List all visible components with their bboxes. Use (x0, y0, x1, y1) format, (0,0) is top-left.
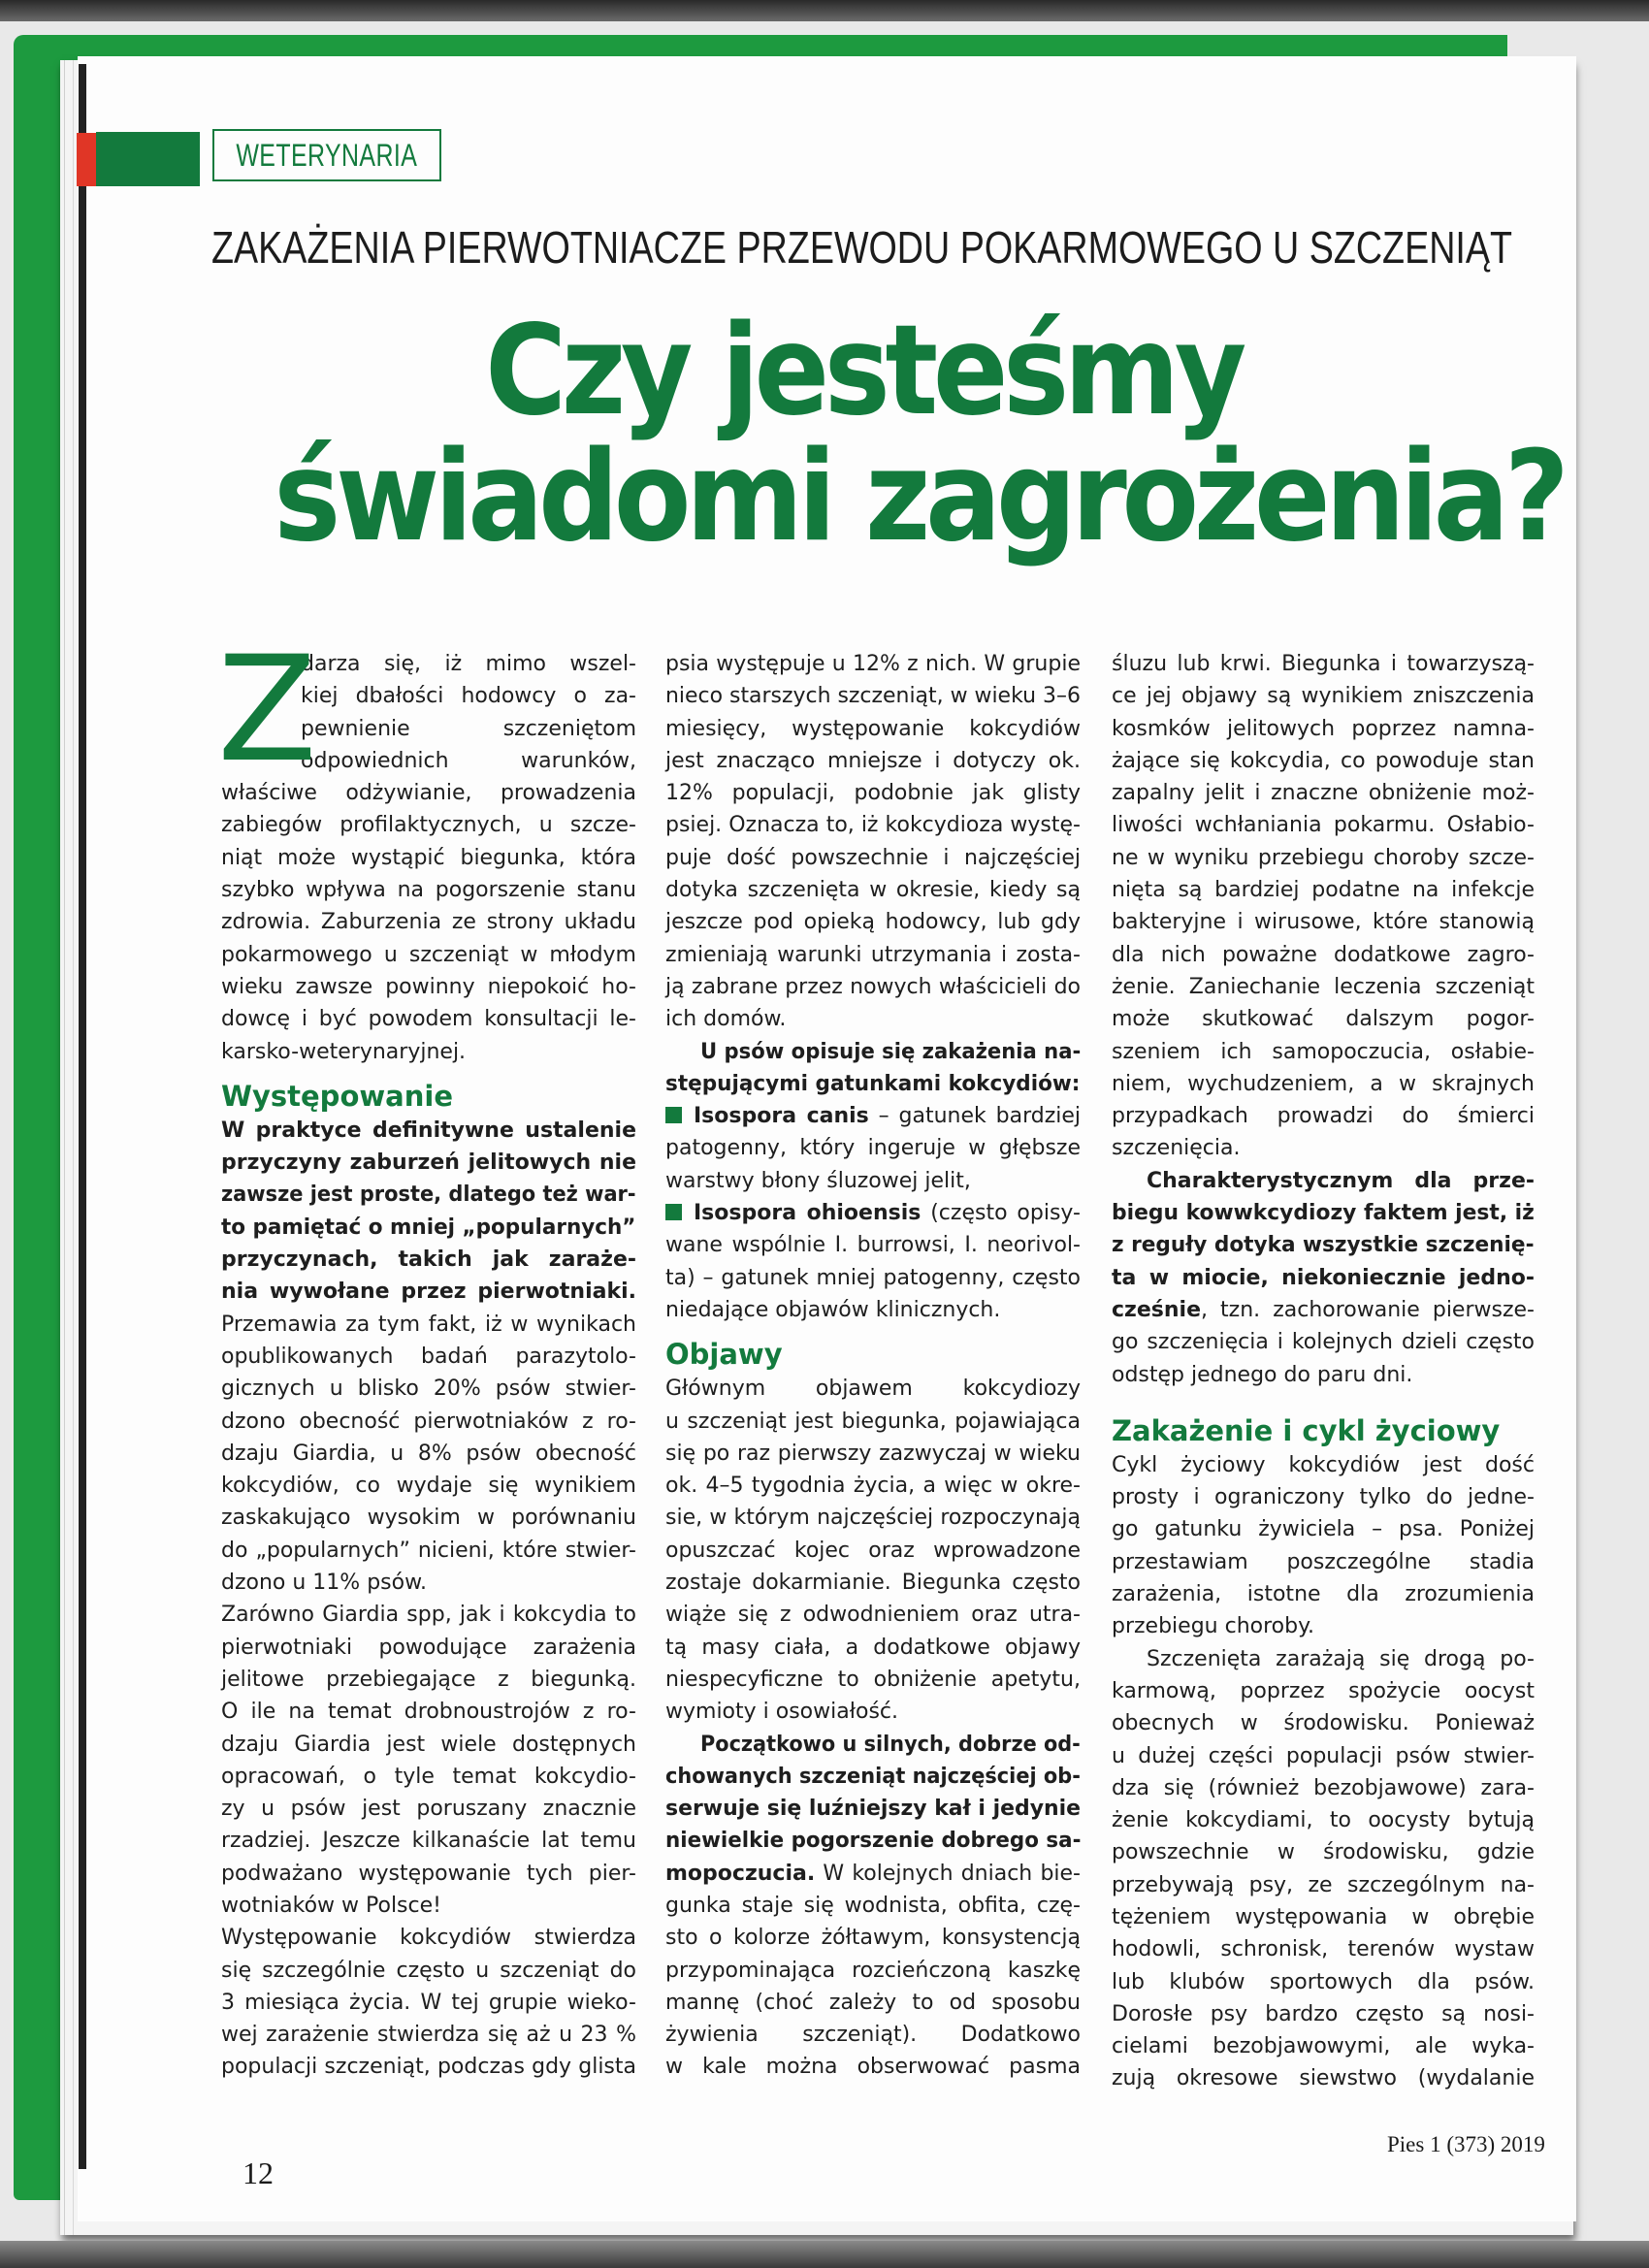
text-line: nia wywołane przez pierwotniaki. (221, 1280, 636, 1305)
text-line: darza się, iż mimo wszel- (301, 652, 636, 676)
text-line: przypadkach prowadzi do śmierci (1112, 1104, 1535, 1129)
text-line: wymioty i osowiałość. (665, 1700, 898, 1725)
text-line: odpowiednich warunków, (301, 748, 636, 773)
text-line: nięta są bardziej podatne na infekcje (1112, 878, 1535, 903)
body-text (665, 648, 1081, 1036)
text-line (1112, 1197, 1535, 1229)
red-marker (77, 133, 96, 186)
text-line: dla nich poważne dodatkowe zagro- (1112, 942, 1535, 967)
issue-info: Pies 1 (373) 2019 (1387, 2132, 1545, 2156)
text-line: go gatunku żywiciela – psa. Poniżej (1112, 1517, 1535, 1542)
text-line: pokarmowego u szczeniąt w młodym (221, 942, 636, 967)
text-line: Szczenięta zarażają się drogą po- (1147, 1646, 1535, 1671)
text-line: wane wspólnie I. burrowsi, I. neorivol- (665, 1233, 1081, 1258)
text-line: karsko-weterynaryjnej. (221, 1039, 467, 1064)
text-run: chowanych szczeniąt najczęściej ob- (665, 1764, 1081, 1789)
text-line: zaskakująco wysokim w porównaniu (221, 1506, 636, 1531)
section-tag-label: WETERYNARIA (236, 137, 418, 173)
bold-run: mopoczucia. (665, 1861, 816, 1886)
text-line: lub klubów sportowych dla psów. (1112, 1969, 1535, 1994)
text-line: żenie kokcydiami, to oocysty bytują (1112, 1808, 1535, 1833)
text-line: się po raz pierwszy zazwyczaj w wieku (665, 1441, 1081, 1466)
section-heading-wystepowanie: Występowanie (221, 1079, 453, 1113)
text-line: opublikowanych badań parazytolo- (221, 1344, 636, 1369)
text-line: W praktyce definitywne ustalenie (221, 1118, 636, 1143)
square-bullet-icon (665, 1204, 682, 1220)
text-line: opracowań, o tyle temat kokcydio- (221, 1764, 636, 1789)
text-line: zapalny jelit i znaczne obniżenie moż- (1112, 781, 1535, 806)
text-line: zdrowia. Zaburzenia ze strony układu (221, 910, 636, 935)
text-line (665, 1068, 1081, 1100)
text-line: w kale można obserwować pasma (665, 2055, 1081, 2080)
species-intro (665, 1036, 1081, 1101)
text-line: może skutkować dalszym pogor- (1112, 1007, 1535, 1032)
text-line: szczenięcia. (1112, 1136, 1241, 1161)
headline (213, 299, 1565, 569)
text-line: szeniem ich samopoczucia, osłabie- (1112, 1039, 1535, 1064)
text-line: powszechnie w środowisku, gdzie (1112, 1840, 1535, 1865)
species-item (665, 1100, 1081, 1197)
text-line (665, 1197, 1081, 1229)
kicker: ZAKAŻENIA PIERWOTNIACZE PRZEWODU POKARMOWEGO U SZCZENIĄT (211, 222, 1513, 273)
column-2 (665, 648, 1081, 2084)
text-line: kokcydiów, co wydaje się wynikiem (221, 1474, 636, 1499)
text-line: hodowli, schronisk, terenów wystaw (1112, 1937, 1535, 1962)
text-line: odstęp jednego do paru dni. (1112, 1362, 1413, 1387)
text-line (665, 1825, 1081, 1857)
text-line: dotyka szczenięta w okresie, kiedy są (665, 878, 1081, 903)
text-line: ok. 4–5 tygodnia życia, a więc w okre- (665, 1474, 1081, 1499)
text-run: z reguły dotyka wszystkie szczenię- (1112, 1233, 1535, 1258)
body-text (221, 1309, 636, 2084)
text-line: kosmków jelitowych poprzez namna- (1112, 716, 1535, 741)
text-line: ce jej objawy są wynikiem zniszczenia (1112, 684, 1535, 709)
text-line (665, 1729, 1081, 1761)
text-line: pewnienie szczeniętom (301, 716, 636, 741)
text-line: dzaju Giardia, u 8% psów obecność (221, 1441, 636, 1466)
bold-lead (221, 1115, 636, 1309)
text-line: kiej dbałości hodowcy o za- (301, 684, 636, 709)
text-run: niewielkie pogorszenie dobrego sa- (665, 1829, 1082, 1854)
bold-paragraph (1112, 1165, 1535, 1391)
text-line: sto o kolorze żółtawym, konsystencją (665, 1926, 1081, 1951)
text-line: pierwotniaki powodujące zarażenia (221, 1635, 636, 1660)
text-line: żywienia szczeniąt). Dodatkowo (665, 2023, 1081, 2048)
text-run: U psów opisuje się zakażenia na- (700, 1039, 1082, 1064)
text-line (665, 1761, 1081, 1793)
text-line: do „popularnych” nicieni, które stwier- (221, 1538, 636, 1563)
text-line: tą masy ciała, a dodatkowe objawy (665, 1635, 1081, 1660)
species-name: Isospora canis (694, 1104, 869, 1129)
text-run: biegu kowwkcydiozy faktem jest, iż (1112, 1201, 1535, 1226)
species-name: Isospora ohioensis (694, 1201, 922, 1226)
symptoms-text (665, 1373, 1081, 1728)
text-line: jeszcze pod opieką hodowcy, lub gdy (665, 910, 1081, 935)
text-line (665, 1036, 1081, 1068)
text-line: dzono u 11% psów. (221, 1571, 428, 1596)
text-line: przebiegu choroby. (1112, 1614, 1314, 1639)
text-line: przypominająca rozcieńczoną kaszkę (665, 1958, 1081, 1983)
text-line: zarażenia, istotne dla zrozumienia (1112, 1582, 1535, 1607)
text-line: niąt może wystąpić biegunka, która (221, 845, 636, 870)
text-line: przestawiam poszczególne stadia (1112, 1549, 1535, 1574)
section-tag (212, 129, 441, 181)
headline-line-1: Czy jesteśmy (485, 299, 1242, 443)
scanner-bottom-edge (0, 2241, 1649, 2268)
text-line: wotniaków w Polsce! (221, 1893, 441, 1918)
text-line: wej zarażenie stwierdza się aż u 23 % (221, 2023, 636, 2048)
text-line: niem, wychudzeniem, a w skrajnych (1112, 1071, 1535, 1096)
species-item (665, 1197, 1081, 1326)
section-heading-objawy: Objawy (665, 1338, 783, 1372)
text-line: ją zabrane przez nowych właścicieli do (665, 974, 1081, 999)
text-line: szybko wpływa na pogorszenie stanu (221, 878, 636, 903)
text-line: przyczynach, takich jak zaraże- (221, 1247, 636, 1273)
column-3 (1112, 648, 1535, 2095)
text-line: zabiegów profilaktycznych, u szcze- (221, 813, 636, 838)
text-line: się szczególnie często u szczeniąt do (221, 1958, 636, 1983)
text-line: dowcę i być powodem konsultacji le- (221, 1007, 636, 1032)
species-desc: (często opisy- (921, 1201, 1081, 1226)
text-line (221, 1212, 636, 1244)
text-line: rzadziej. Jeszcze kilkanaście lat temu (221, 1829, 636, 1854)
bold-run: cześnie (1112, 1297, 1201, 1322)
text-line: mannę (choć zależy to od sposobu (665, 1990, 1081, 2015)
text-line: Przemawia za tym fakt, iż w wynikach (221, 1312, 636, 1337)
column-1 (217, 626, 636, 2084)
text-line: Głównym objawem kokcydiozy (665, 1377, 1081, 1402)
text-line: zy u psów jest poruszany znacznie (221, 1797, 636, 1822)
text-line: właściwe odżywianie, prowadzenia (221, 781, 636, 806)
text-line: podważano występowanie tych pier- (221, 1861, 636, 1886)
regular-run: W kolejnych dniach bie- (815, 1861, 1081, 1886)
drop-cap: Z (217, 626, 317, 794)
text-line: zostaje dokarmianie. Biegunka często (665, 1571, 1081, 1596)
text-run: Początkowo u silnych, dobrze od- (700, 1732, 1081, 1757)
text-line: gicznych u blisko 20% psów stwier- (221, 1377, 636, 1402)
text-line: karmową, poprzez spożycie oocyst (1112, 1678, 1535, 1703)
text-line: wiąże się z odwodnieniem oraz utra- (665, 1603, 1081, 1628)
text-line: żające się kokcydia, co powoduje stan (1112, 748, 1535, 773)
text-line: przyczyny zaburzeń jelitowych nie (221, 1150, 636, 1176)
text-run: nieco starszych szczeniąt, w wieku 3–6 (665, 684, 1081, 709)
text-line: O ile na temat drobnoustrojów z ro- (221, 1700, 636, 1725)
text-line: Występowanie kokcydiów stwierdza (221, 1926, 636, 1951)
infection-text (1112, 1643, 1535, 2095)
text-line: ta w miocie, niekoniecznie jedno- (1112, 1265, 1535, 1290)
text-line: niedające objawów klinicznych. (665, 1297, 1001, 1322)
text-line: u szczeniąt jest biegunka, pojawiająca (665, 1409, 1081, 1434)
text-line: zmieniają warunki utrzymania i zosta- (665, 942, 1081, 967)
text-line: 12% populacji, podobnie jak glisty (665, 781, 1081, 806)
species-desc: – gatunek bardziej (868, 1104, 1082, 1129)
text-line: tężeniem występowania w obrębie (1112, 1904, 1535, 1929)
text-line: jest znacząco mniejsze i dotyczy ok. (665, 748, 1081, 773)
text-line: bakteryjne i wirusowe, które stanowią (1112, 910, 1535, 935)
text-line: śluzu lub krwi. Biegunka i towarzyszą- (1112, 652, 1535, 676)
text-line: gunka staje się wodnista, obfita, czę- (665, 1893, 1081, 1918)
text-line: opuszczać kojec oraz wprowadzone (665, 1538, 1081, 1563)
text-line: go szczenięcia i kolejnych dzieli często (1112, 1330, 1535, 1355)
section-tag-bar (96, 132, 200, 186)
text-line: warstwy błony śluzowej jelit, (665, 1168, 971, 1193)
spine-line (79, 64, 86, 2169)
bold-paragraph (665, 1729, 1081, 2084)
text-line: sie, w którym najczęściej rozpoczynają (665, 1506, 1081, 1531)
text-line (665, 1100, 1081, 1132)
text-line: prosty i ograniczony tylko do jedne- (1112, 1485, 1535, 1510)
text-line (665, 680, 1081, 712)
regular-run: , tzn. zachorowanie pierwsze- (1201, 1297, 1535, 1322)
text-line: patogenny, który ingeruje w głębsze (665, 1136, 1081, 1161)
text-line: ne w wyniku przebiegu choroby szcze- (1112, 845, 1535, 870)
text-line: ich domów. (665, 1007, 787, 1032)
text-line: u dużej części populacji psów stwier- (1112, 1743, 1535, 1768)
text-line (665, 1858, 1081, 1890)
section-heading-cykl: Zakażenie i cykl życiowy (1112, 1413, 1501, 1447)
text-line (1112, 1294, 1535, 1326)
text-line: cielami bezobjawowymi, ale wyka- (1112, 2034, 1535, 2059)
headline-line-2: świadomi zagrożenia? (274, 425, 1565, 569)
text-line: dza się (również bezobjawowe) zara- (1112, 1775, 1535, 1800)
text-line: zują okresowe siewstwo (wydalanie (1112, 2066, 1535, 2091)
page-number: 12 (242, 2155, 274, 2190)
text-line: żenie. Zaniechanie leczenia szczeniąt (1112, 974, 1535, 999)
text-line: 3 miesiąca życia. W tej grupie wieko- (221, 1990, 636, 2015)
text-line: Dorosłe psy bardzo często są nosi- (1112, 2001, 1535, 2026)
text-line: psia występuje u 12% z nich. W grupie (665, 652, 1081, 676)
text-run: serwuje się luźniejszy kał i jedynie (665, 1797, 1082, 1822)
text-line: ta) – gatunek mniej patogenny, często (665, 1265, 1081, 1290)
text-line: obecnych w środowisku. Ponieważ (1112, 1711, 1535, 1736)
text-line: Zarówno Giardia spp, jak i kokcydia to (221, 1603, 636, 1628)
text-line: liwości wchłaniania pokarmu. Osłabio- (1112, 813, 1535, 838)
text-line: Charakterystycznym dla prze- (1147, 1168, 1535, 1193)
text-line: Cykl życiowy kokcydiów jest dość (1112, 1452, 1535, 1477)
square-bullet-icon (665, 1107, 682, 1123)
text-line: dzono obecność pierwotniaków z ro- (221, 1409, 636, 1434)
text-line: przebywają psy, ze szczególnym na- (1112, 1872, 1535, 1897)
text-line: jelitowe przebiegające z biegunką. (221, 1667, 636, 1692)
scanner-top-edge (0, 0, 1649, 21)
text-line: populacji szczeniąt, podczas gdy glista (221, 2055, 636, 2080)
body-text (1112, 648, 1535, 1165)
text-run: to pamiętać o mniej „popularnych” (221, 1215, 636, 1240)
text-run: stępującymi gatunkami kokcydiów: (665, 1071, 1081, 1096)
intro-paragraph (217, 626, 636, 1068)
cycle-text (1112, 1449, 1535, 1643)
text-line: miesięcy, występowanie kokcydiów (665, 716, 1081, 741)
text-line: wieku zawsze powinny niepokoić ho- (221, 974, 636, 999)
text-line: puje dość powszechnie i najczęściej (665, 845, 1081, 870)
text-line: psiej. Oznacza to, iż kokcydioza wystę- (665, 813, 1081, 838)
text-line: niespecyficzne to obniżenie apetytu, (665, 1667, 1081, 1692)
text-run: zawsze jest proste, dlatego też war- (221, 1183, 636, 1208)
text-line: dzaju Giardia jest wiele dostępnych (221, 1732, 636, 1757)
text-line (665, 1793, 1081, 1825)
text-line (1112, 1229, 1535, 1261)
text-line (221, 1179, 636, 1211)
